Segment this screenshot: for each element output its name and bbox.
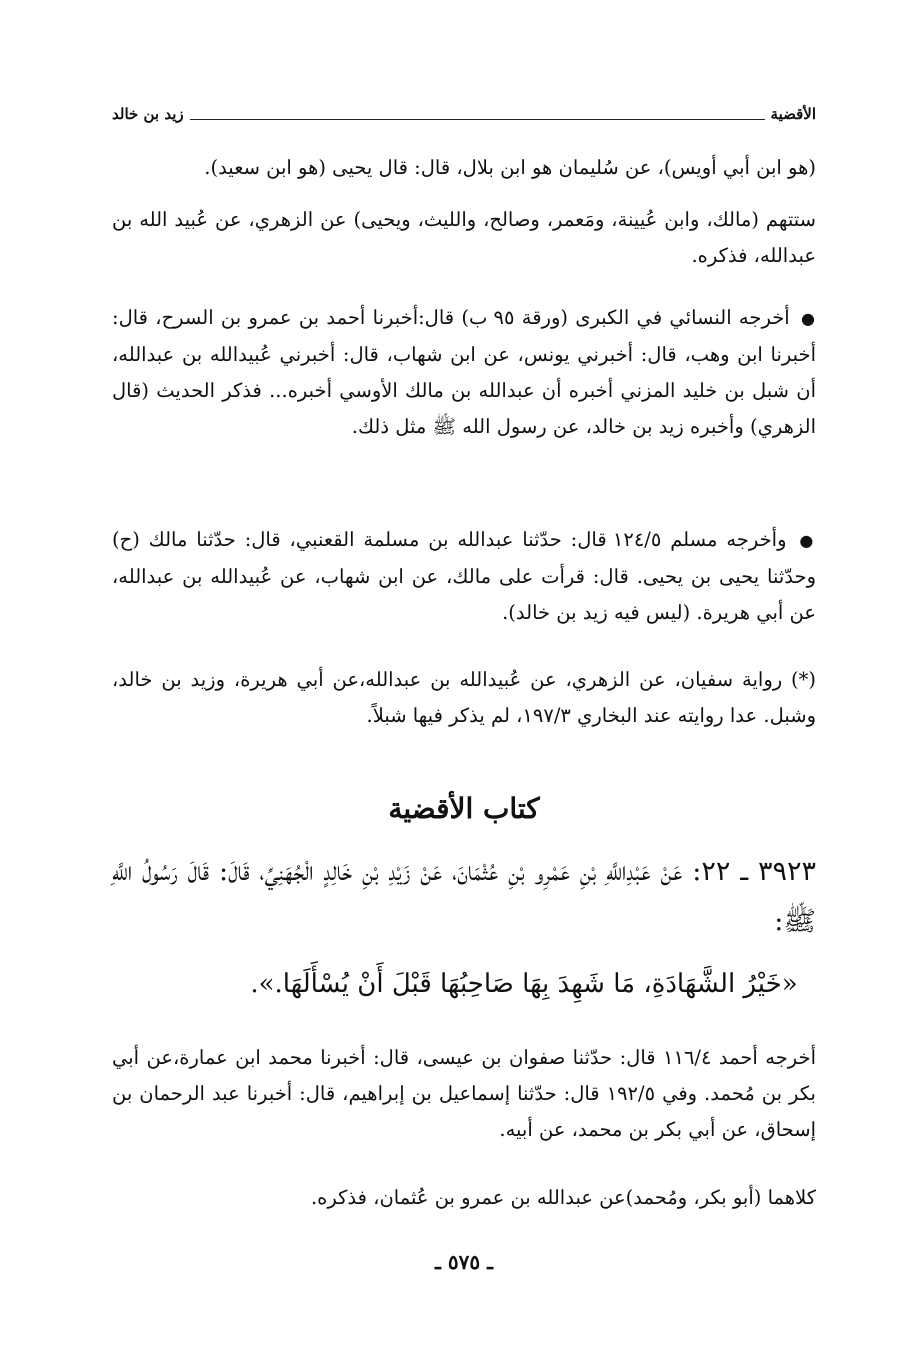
subject-title: زيد بن خالد — [112, 105, 184, 123]
chapter-title: الأقضية — [770, 105, 816, 123]
paragraph-summary — [112, 1180, 816, 1216]
running-head — [112, 102, 816, 126]
paragraph-continuation — [112, 150, 816, 186]
paragraph-text: (*) رواية سفيان، عن الزهري، عن عُبيدالله بن عبدالله،عن أبي هريرة، وزيد بن خالد، وشبل. عدا روايته عند البخاري ١٩٧/٣، لم يذكر فيها شبلاً. — [112, 668, 816, 727]
paragraph-text: ستتهم (مالك، وابن عُيينة، ومَعمر، وصالح، والليث، ويحيى) عن الزهري، عن عُبيد الله بن عبدالله، فذكره. — [112, 208, 816, 267]
book-page — [112, 92, 816, 1312]
paragraph-muslim — [112, 522, 816, 631]
hadith-matn — [112, 962, 816, 1006]
hadith-isnad — [112, 847, 816, 947]
bullet-icon: ● — [800, 309, 817, 328]
matn-text: «خَيْرُ الشَّهَادَةِ، مَا شَهِدَ بِهَا صَاحِبُهَا قَبْلَ أَنْ يُسْأَلَهَا.». — [250, 969, 798, 999]
paragraph-narrators — [112, 202, 816, 274]
hadith-text: ٣٩٢٣ ـ ٢٢: عَنْ عَبْدِاللَّهِ بْنِ عَمْرِو بْنِ عُثْمَانَ، عَنْ زَيْدِ بْنِ خَالِدٍ الْجُهَنِيِّ، قَالَ: قَالَ رَسُولُ اللَّهِ ﷺ: — [112, 856, 816, 937]
paragraph-text: (هو ابن أبي أويس)، عن سُليمان هو ابن بلال، قال: قال يحيى (هو ابن سعيد). — [204, 156, 816, 179]
paragraph-text: أخرجه أحمد ١١٦/٤ قال: حدّثنا صفوان بن عيسى، قال: أخبرنا محمد ابن عمارة،عن أبي بكر بن مُحمد. وفي ١٩٢/٥ قال: حدّثنا إسماعيل بن إبراهيم، قال: أخبرنا عبد الرحمان بن إسحاق، عن أبي بكر بن محمد، عن أبيه. — [112, 1046, 816, 1141]
paragraph-ahmad — [112, 1040, 816, 1148]
paragraph-text: كلاهما (أبو بكر، ومُحمد)عن عبدالله بن عمرو بن عُثمان، فذكره. — [310, 1186, 816, 1209]
book-title: كتاب الأقضية — [388, 792, 540, 825]
paragraph-nasai — [112, 300, 816, 445]
page-number: ـ ٥٧٥ ـ — [435, 1250, 493, 1274]
bullet-icon: ● — [799, 531, 816, 550]
paragraph-text: أخرجه النسائي في الكبرى (ورقة ٩٥ ب) قال:أخبرنا أحمد بن عمرو بن السرح، قال: أخبرنا ابن وهب، قال: أخبرني يونس، عن ابن شهاب، قال: أخبرني عُبيدالله بن عبدالله، أن شبل بن خليد المزني أخبره أن عبدالله بن مالك الأوسي أخبره... فذكر الحديث (قال الزهري) وأخبره زيد بن خالد، عن رسول الله ﷺ مثل ذلك. — [112, 306, 816, 438]
header-rule — [190, 109, 765, 120]
paragraph-note — [112, 662, 816, 734]
paragraph-text: وأخرجه مسلم ١٢٤/٥ قال: حدّثنا عبدالله بن مسلمة القعنبي، قال: حدّثنا مالك (ح) وحدّثنا يحيى بن يحيى. قال: قرأت على مالك، عن ابن شهاب، عن عُبيدالله بن عبدالله، عن أبي هريرة. (ليس فيه زيد بن خالد). — [112, 528, 816, 624]
